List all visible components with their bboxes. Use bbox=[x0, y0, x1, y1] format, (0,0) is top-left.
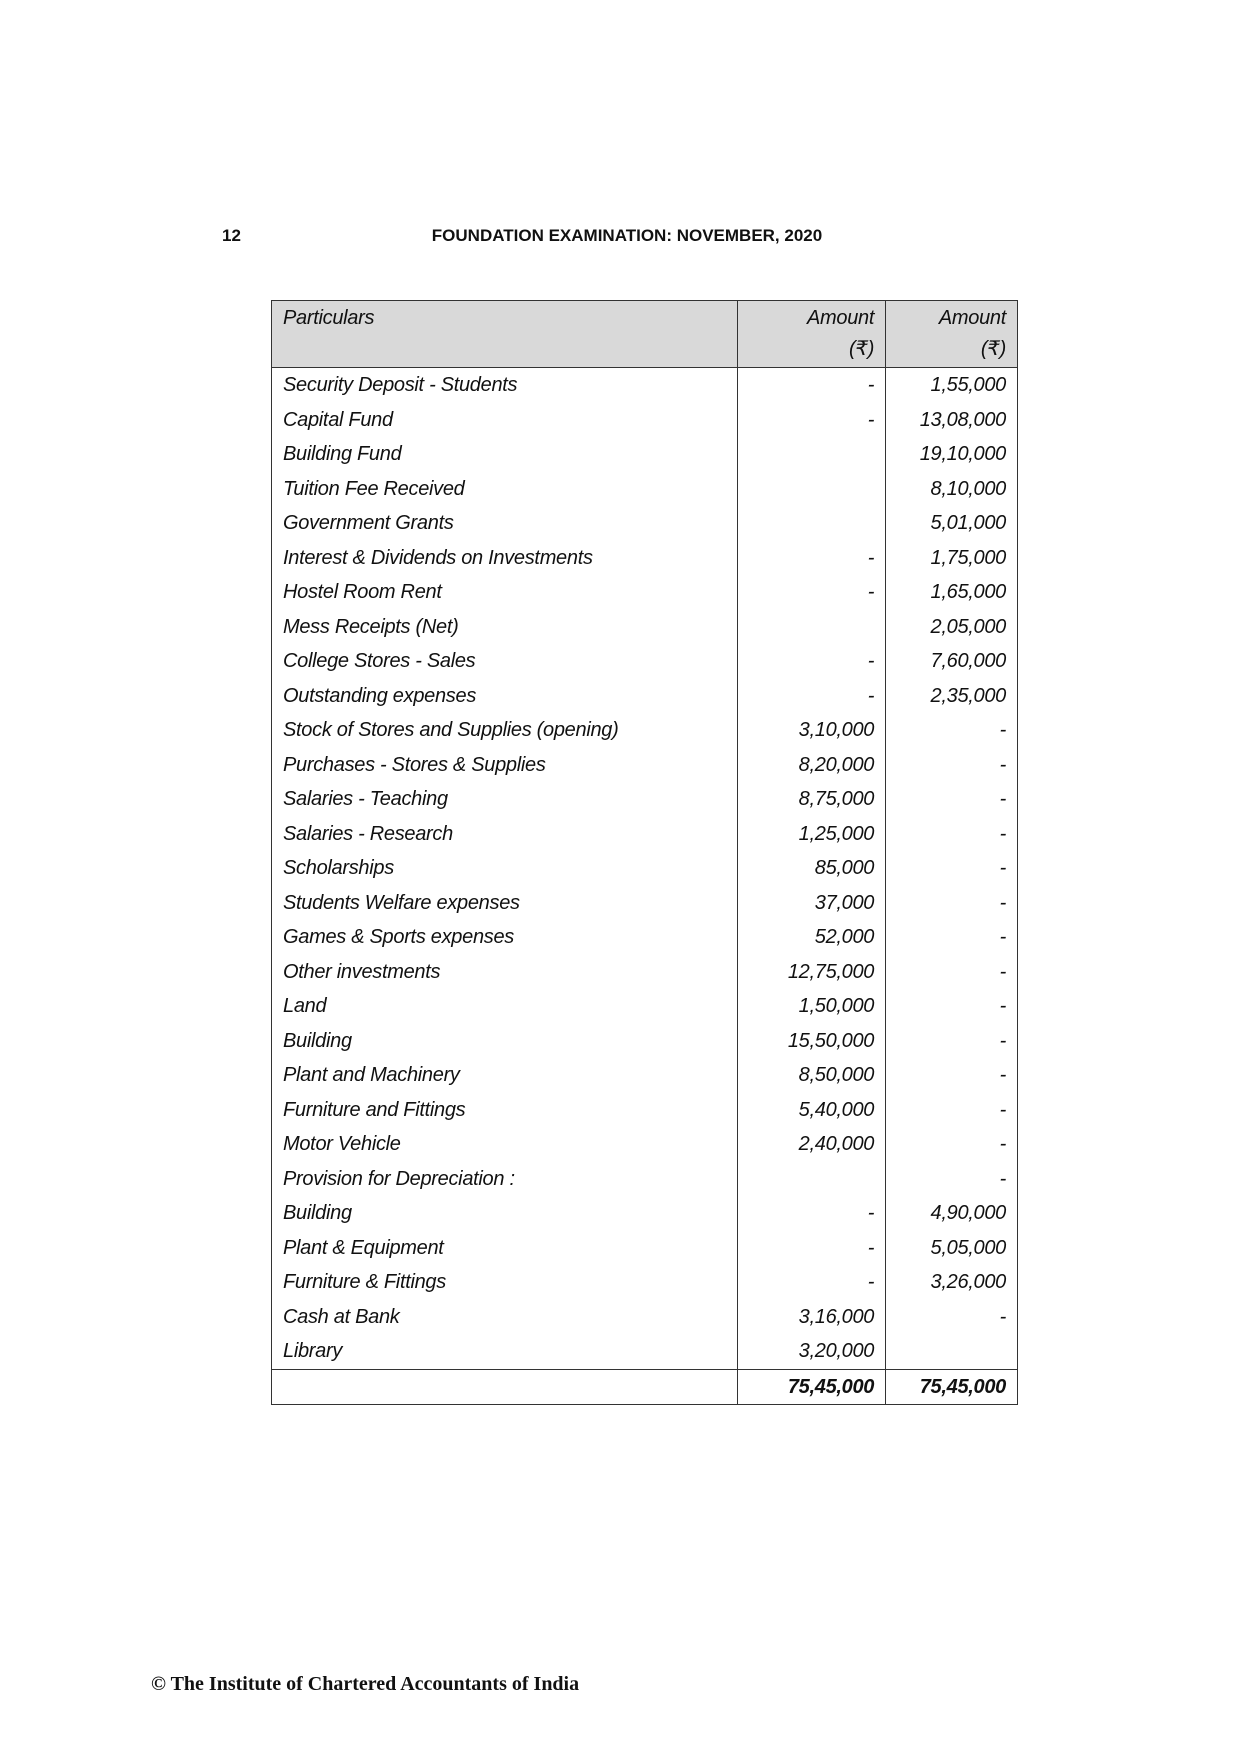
table-row bbox=[272, 679, 1018, 714]
table-row bbox=[272, 989, 1018, 1024]
row-amount-debit: 85,000 bbox=[738, 851, 886, 886]
row-amount-debit: - bbox=[738, 541, 886, 576]
row-particular: Salaries - Research bbox=[272, 817, 738, 852]
row-amount-debit: 1,50,000 bbox=[738, 989, 886, 1024]
row-amount-credit: - bbox=[886, 748, 1018, 783]
row-amount-credit: - bbox=[886, 1127, 1018, 1162]
row-amount-credit: - bbox=[886, 1058, 1018, 1093]
table-footer bbox=[272, 1369, 1018, 1405]
table-row bbox=[272, 920, 1018, 955]
table-row bbox=[272, 851, 1018, 886]
row-amount-credit: - bbox=[886, 1300, 1018, 1335]
row-amount-credit: - bbox=[886, 817, 1018, 852]
row-particular: Plant & Equipment bbox=[272, 1231, 738, 1266]
table-row bbox=[272, 1058, 1018, 1093]
row-amount-credit: - bbox=[886, 989, 1018, 1024]
table-row bbox=[272, 782, 1018, 817]
table-row bbox=[272, 1196, 1018, 1231]
row-particular: Outstanding expenses bbox=[272, 679, 738, 714]
table-row bbox=[272, 644, 1018, 679]
row-amount-debit: - bbox=[738, 1231, 886, 1266]
row-particular: Tuition Fee Received bbox=[272, 472, 738, 507]
row-amount-debit: - bbox=[738, 679, 886, 714]
row-particular: Other investments bbox=[272, 955, 738, 990]
table-row bbox=[272, 748, 1018, 783]
table-row bbox=[272, 713, 1018, 748]
row-amount-credit: - bbox=[886, 1093, 1018, 1128]
row-particular: Motor Vehicle bbox=[272, 1127, 738, 1162]
row-amount-credit bbox=[886, 1334, 1018, 1369]
row-particular: Salaries - Teaching bbox=[272, 782, 738, 817]
row-amount-debit bbox=[738, 506, 886, 541]
row-amount-credit: 8,10,000 bbox=[886, 472, 1018, 507]
row-particular: College Stores - Sales bbox=[272, 644, 738, 679]
row-amount-credit: - bbox=[886, 1024, 1018, 1059]
row-amount-debit: 5,40,000 bbox=[738, 1093, 886, 1128]
row-particular: Stock of Stores and Supplies (opening) bbox=[272, 713, 738, 748]
column-header-label: Amount bbox=[938, 307, 1006, 329]
copyright-footer: © The Institute of Chartered Accountants of India bbox=[151, 1673, 580, 1695]
table-row bbox=[272, 403, 1018, 438]
table-body bbox=[272, 368, 1018, 1370]
row-amount-credit: - bbox=[886, 782, 1018, 817]
row-particular: Security Deposit - Students bbox=[272, 368, 738, 403]
table-row bbox=[272, 1231, 1018, 1266]
table-row bbox=[272, 817, 1018, 852]
row-amount-debit: - bbox=[738, 403, 886, 438]
column-header-amount-debit bbox=[738, 301, 886, 368]
row-particular: Mess Receipts (Net) bbox=[272, 610, 738, 645]
row-amount-debit: 52,000 bbox=[738, 920, 886, 955]
column-header-unit: (₹) bbox=[848, 338, 875, 360]
row-amount-credit: 5,05,000 bbox=[886, 1231, 1018, 1266]
row-particular: Building bbox=[272, 1024, 738, 1059]
table-row bbox=[272, 1334, 1018, 1369]
row-amount-debit bbox=[738, 437, 886, 472]
column-header-label: Amount bbox=[806, 307, 875, 329]
column-header-unit: (₹) bbox=[980, 338, 1006, 360]
row-amount-credit: 2,35,000 bbox=[886, 679, 1018, 714]
total-row bbox=[272, 1369, 1018, 1405]
row-amount-debit: 12,75,000 bbox=[738, 955, 886, 990]
row-amount-debit: 8,50,000 bbox=[738, 1058, 886, 1093]
row-particular: Furniture & Fittings bbox=[272, 1265, 738, 1300]
table-row bbox=[272, 1162, 1018, 1197]
row-amount-debit: 8,20,000 bbox=[738, 748, 886, 783]
row-amount-debit bbox=[738, 472, 886, 507]
table-row bbox=[272, 886, 1018, 921]
row-particular: Provision for Depreciation : bbox=[272, 1162, 738, 1197]
row-amount-credit: 19,10,000 bbox=[886, 437, 1018, 472]
page-title: FOUNDATION EXAMINATION: NOVEMBER, 2020 bbox=[431, 226, 823, 245]
row-amount-debit: - bbox=[738, 368, 886, 403]
row-amount-debit: - bbox=[738, 1196, 886, 1231]
row-particular: Furniture and Fittings bbox=[272, 1093, 738, 1128]
row-particular: Scholarships bbox=[272, 851, 738, 886]
row-amount-debit: 37,000 bbox=[738, 886, 886, 921]
row-particular: Building Fund bbox=[272, 437, 738, 472]
row-particular: Games & Sports expenses bbox=[272, 920, 738, 955]
row-amount-credit: 2,05,000 bbox=[886, 610, 1018, 645]
row-amount-credit: 1,55,000 bbox=[886, 368, 1018, 403]
row-amount-credit: 3,26,000 bbox=[886, 1265, 1018, 1300]
page-header bbox=[222, 226, 1032, 250]
table-row bbox=[272, 1024, 1018, 1059]
row-amount-credit: 7,60,000 bbox=[886, 644, 1018, 679]
row-amount-credit: - bbox=[886, 713, 1018, 748]
table-row bbox=[272, 1300, 1018, 1335]
row-particular: Purchases - Stores & Supplies bbox=[272, 748, 738, 783]
row-amount-credit: 4,90,000 bbox=[886, 1196, 1018, 1231]
row-particular: Government Grants bbox=[272, 506, 738, 541]
row-amount-credit: 1,75,000 bbox=[886, 541, 1018, 576]
row-particular: Plant and Machinery bbox=[272, 1058, 738, 1093]
table-row bbox=[272, 472, 1018, 507]
row-amount-credit: - bbox=[886, 920, 1018, 955]
table-row bbox=[272, 1265, 1018, 1300]
row-amount-credit: 13,08,000 bbox=[886, 403, 1018, 438]
row-particular: Students Welfare expenses bbox=[272, 886, 738, 921]
total-debit: 75,45,000 bbox=[738, 1369, 886, 1405]
table-row bbox=[272, 955, 1018, 990]
row-amount-credit: - bbox=[886, 1162, 1018, 1197]
row-amount-debit: 3,16,000 bbox=[738, 1300, 886, 1335]
row-amount-credit: - bbox=[886, 886, 1018, 921]
row-amount-credit: 1,65,000 bbox=[886, 575, 1018, 610]
total-label bbox=[272, 1369, 738, 1405]
table-row bbox=[272, 541, 1018, 576]
column-header-particulars bbox=[272, 301, 738, 368]
total-credit: 75,45,000 bbox=[886, 1369, 1018, 1405]
row-amount-debit: 2,40,000 bbox=[738, 1127, 886, 1162]
row-amount-credit: - bbox=[886, 955, 1018, 990]
row-amount-debit: - bbox=[738, 644, 886, 679]
row-amount-credit: 5,01,000 bbox=[886, 506, 1018, 541]
row-amount-debit: 8,75,000 bbox=[738, 782, 886, 817]
table-row bbox=[272, 575, 1018, 610]
table-row bbox=[272, 1093, 1018, 1128]
row-particular: Hostel Room Rent bbox=[272, 575, 738, 610]
column-header-label: Particulars bbox=[283, 307, 375, 329]
trial-balance-table bbox=[271, 300, 1018, 1405]
row-amount-debit: 3,10,000 bbox=[738, 713, 886, 748]
row-particular: Building bbox=[272, 1196, 738, 1231]
row-particular: Library bbox=[272, 1334, 738, 1369]
table-header bbox=[272, 301, 1018, 368]
row-particular: Capital Fund bbox=[272, 403, 738, 438]
column-header-amount-credit bbox=[886, 301, 1018, 368]
row-amount-debit: - bbox=[738, 1265, 886, 1300]
row-amount-debit: 3,20,000 bbox=[738, 1334, 886, 1369]
row-amount-debit bbox=[738, 1162, 886, 1197]
header-row bbox=[272, 301, 1018, 368]
table-row bbox=[272, 506, 1018, 541]
table-row bbox=[272, 368, 1018, 403]
row-particular: Interest & Dividends on Investments bbox=[272, 541, 738, 576]
row-amount-debit bbox=[738, 610, 886, 645]
row-amount-debit: - bbox=[738, 575, 886, 610]
row-amount-debit: 1,25,000 bbox=[738, 817, 886, 852]
row-particular: Land bbox=[272, 989, 738, 1024]
page-number: 12 bbox=[222, 226, 241, 245]
row-amount-debit: 15,50,000 bbox=[738, 1024, 886, 1059]
row-particular: Cash at Bank bbox=[272, 1300, 738, 1335]
table-row bbox=[272, 1127, 1018, 1162]
row-amount-credit: - bbox=[886, 851, 1018, 886]
table-row bbox=[272, 437, 1018, 472]
table-row bbox=[272, 610, 1018, 645]
